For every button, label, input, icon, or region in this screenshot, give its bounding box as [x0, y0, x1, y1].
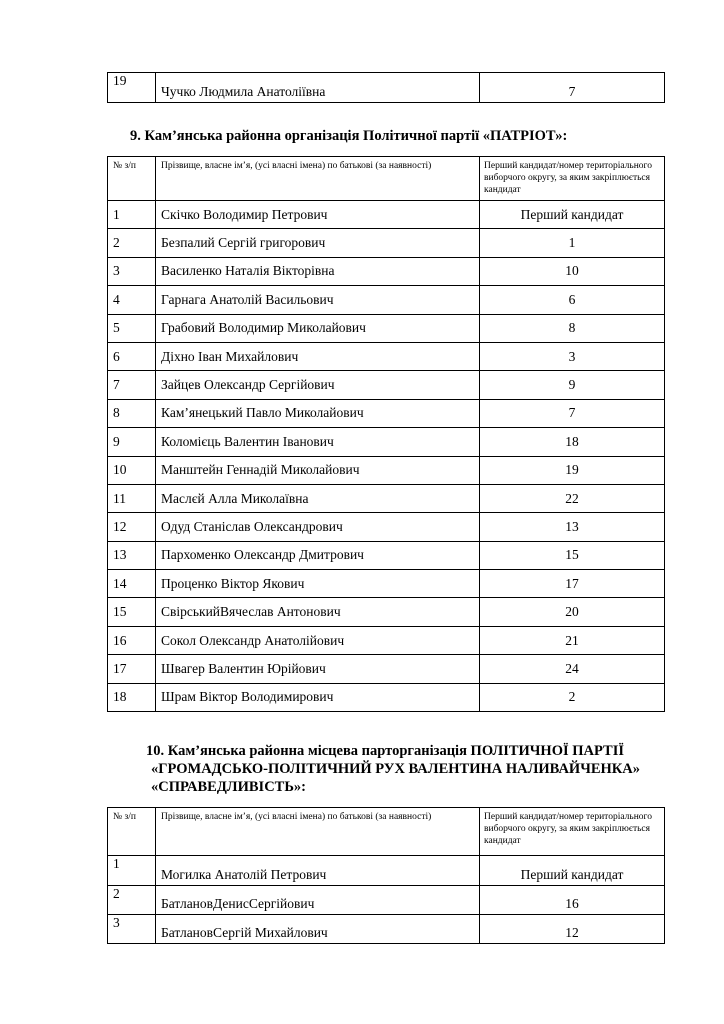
row-name: Діхно Іван Михайлович [156, 342, 480, 370]
table-row [108, 598, 665, 626]
row-number: 16 [108, 626, 156, 654]
row-name: Василенко Наталія Вікторівна [156, 257, 480, 285]
table-row [108, 399, 665, 427]
row-name: Грабовий Володимир Миколайович [156, 314, 480, 342]
table-row [108, 856, 665, 886]
row-candidate: 10 [480, 257, 665, 285]
row-number: 5 [108, 314, 156, 342]
table-row [108, 314, 665, 342]
row-candidate: 3 [480, 342, 665, 370]
row-candidate: 2 [480, 683, 665, 711]
row-name: Скічко Володимир Петрович [156, 201, 480, 229]
top-table [107, 72, 665, 103]
table-row [108, 456, 665, 484]
row-candidate: 6 [480, 286, 665, 314]
row-name: Проценко Віктор Якович [156, 570, 480, 598]
row-name: Швагер Валентин Юрійович [156, 655, 480, 683]
table-row [108, 229, 665, 257]
row-name: Гарнага Анатолій Васильович [156, 286, 480, 314]
row-candidate: 22 [480, 484, 665, 512]
section-10-table-body [108, 808, 665, 944]
section-9-table-body [108, 157, 665, 712]
table-row [108, 201, 665, 229]
row-candidate: 17 [480, 570, 665, 598]
header-candidate: Перший кандидат/номер територіального виборчого округу, за яким закріплюється кандидат [480, 157, 665, 201]
table-row [108, 73, 665, 103]
row-number: 18 [108, 683, 156, 711]
table-header-row [108, 808, 665, 856]
row-candidate: 7 [480, 399, 665, 427]
header-name: Прізвище, власне ім’я, (усі власні імена) по батькові (за наявності) [156, 157, 480, 201]
row-name: Пархоменко Олександр Дмитрович [156, 541, 480, 569]
row-candidate: 15 [480, 541, 665, 569]
table-row [108, 257, 665, 285]
row-candidate: 7 [480, 73, 665, 103]
row-name: Маслєй Алла Миколаївна [156, 484, 480, 512]
row-number: 13 [108, 541, 156, 569]
header-name: Прізвище, власне ім’я, (усі власні імена) по батькові (за наявності) [156, 808, 480, 856]
row-number: 2 [108, 886, 156, 915]
row-number: 3 [108, 257, 156, 285]
table-row [108, 541, 665, 569]
section-10-title-line: «ГРОМАДСЬКО-ПОЛІТИЧНИЙ РУХ ВАЛЕНТИНА НАЛИВАЙЧЕНКА» [151, 761, 641, 777]
row-number: 1 [108, 201, 156, 229]
row-candidate: 21 [480, 626, 665, 654]
row-name: Манштейн Геннадій Миколайович [156, 456, 480, 484]
row-name: Коломієць Валентин Іванович [156, 428, 480, 456]
row-name: СвірськийВячеслав Антонович [156, 598, 480, 626]
row-number: 6 [108, 342, 156, 370]
table-row [108, 626, 665, 654]
row-number: 12 [108, 513, 156, 541]
row-number: 1 [108, 856, 156, 886]
top-table-body [108, 73, 665, 103]
table-row [108, 655, 665, 683]
row-number: 7 [108, 371, 156, 399]
row-name: Кам’янецький Павло Миколайович [156, 399, 480, 427]
row-name: Зайцев Олександр Сергійович [156, 371, 480, 399]
table-row [108, 371, 665, 399]
table-row [108, 484, 665, 512]
row-candidate: 16 [480, 886, 665, 915]
row-candidate: Перший кандидат [480, 201, 665, 229]
row-candidate: Перший кандидат [480, 856, 665, 886]
row-number: 9 [108, 428, 156, 456]
row-number: 4 [108, 286, 156, 314]
section-10-title-line: «СПРАВЕДЛИВІСТЬ»: [151, 779, 306, 795]
table-header-row [108, 157, 665, 201]
row-name: Сокол Олександр Анатолійович [156, 626, 480, 654]
table-row [108, 286, 665, 314]
row-number: 10 [108, 456, 156, 484]
row-number: 15 [108, 598, 156, 626]
row-name: Могилка Анатолій Петрович [156, 856, 480, 886]
row-candidate: 1 [480, 229, 665, 257]
section-10-title [146, 742, 640, 796]
row-number: 19 [108, 73, 156, 103]
section-9-title: 9. Кам’янська районна організація Політичної партії «ПАТРІОТ»: [130, 128, 568, 144]
section-10-title-line: 10. Кам’янська районна місцева парторганізація ПОЛІТИЧНОЇ ПАРТІЇ [146, 743, 624, 759]
row-name: Безпалий Сергій григорович [156, 229, 480, 257]
table-row [108, 513, 665, 541]
header-candidate: Перший кандидат/номер територіального виборчого округу, за яким закріплюється кандидат [480, 808, 665, 856]
row-candidate: 12 [480, 915, 665, 944]
table-row [108, 342, 665, 370]
header-number: № з/п [108, 157, 156, 201]
row-number: 3 [108, 915, 156, 944]
row-number: 2 [108, 229, 156, 257]
row-name: БатлановСергій Михайлович [156, 915, 480, 944]
row-name: Одуд Станіслав Олександрович [156, 513, 480, 541]
row-number: 11 [108, 484, 156, 512]
row-name: Шрам Віктор Володимирович [156, 683, 480, 711]
row-name: Чучко Людмила Анатоліївна [156, 73, 480, 103]
row-candidate: 9 [480, 371, 665, 399]
row-candidate: 20 [480, 598, 665, 626]
row-candidate: 19 [480, 456, 665, 484]
row-candidate: 18 [480, 428, 665, 456]
table-row [108, 915, 665, 944]
section-10-table [107, 807, 665, 944]
row-candidate: 24 [480, 655, 665, 683]
row-name: БатлановДенисСергійович [156, 886, 480, 915]
row-number: 8 [108, 399, 156, 427]
table-row [108, 886, 665, 915]
section-9-table [107, 156, 665, 712]
table-row [108, 428, 665, 456]
table-row [108, 683, 665, 711]
row-number: 14 [108, 570, 156, 598]
header-number: № з/п [108, 808, 156, 856]
row-candidate: 13 [480, 513, 665, 541]
row-candidate: 8 [480, 314, 665, 342]
row-number: 17 [108, 655, 156, 683]
table-row [108, 570, 665, 598]
